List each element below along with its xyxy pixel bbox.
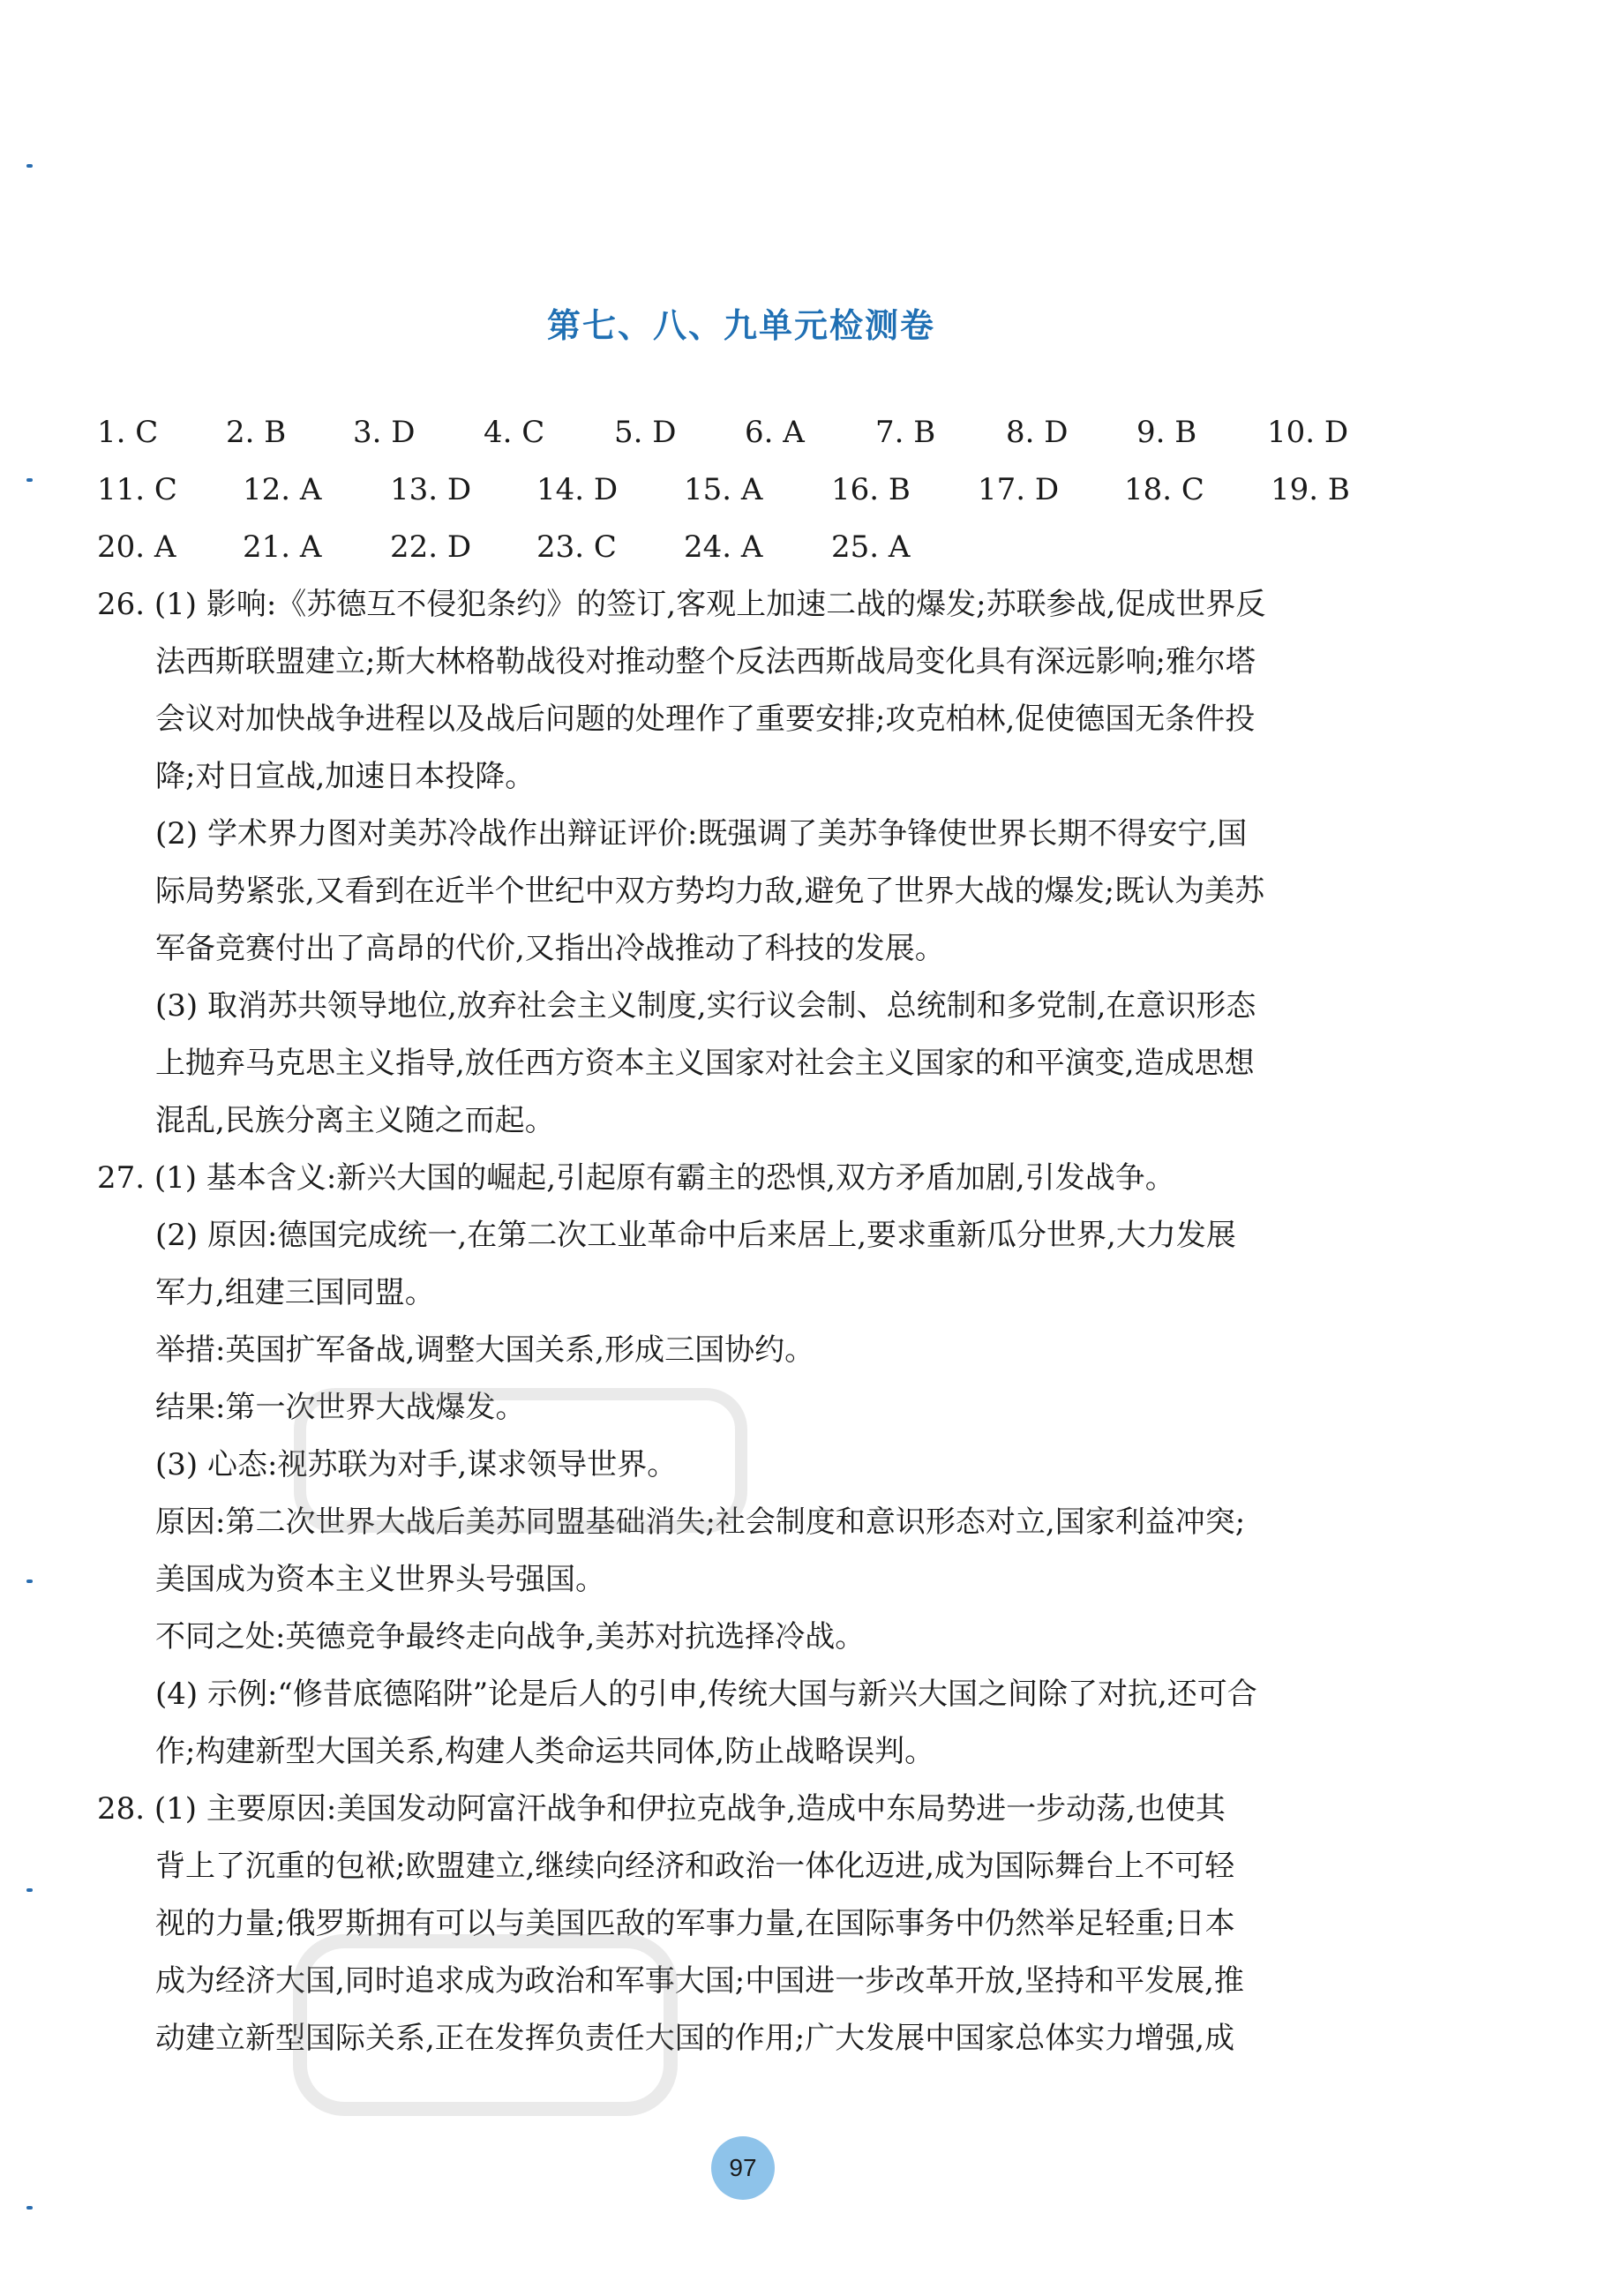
answer-item: 23. C: [536, 529, 617, 565]
answer-item: 18. C: [1124, 472, 1204, 507]
text-line: 成为经济大国,同时追求成为政治和军事大国;中国进一步改革开放,坚持和平发展,推: [155, 1963, 1244, 1999]
margin-dot: [26, 478, 33, 482]
answer-item: 5. D: [614, 415, 677, 450]
answer-item: 21. A: [243, 529, 322, 565]
text-line: 法西斯联盟建立;斯大林格勒战役对推动整个反法西斯战局变化具有深远影响;雅尔塔: [155, 644, 1256, 679]
text-line: 军力,组建三国同盟。: [155, 1275, 435, 1310]
margin-dot: [26, 1579, 33, 1583]
text-line: 降;对日宣战,加速日本投降。: [155, 759, 536, 794]
answer-item: 13. D: [390, 472, 472, 507]
text-line: 不同之处:英德竞争最终走向战争,美苏对抗选择冷战。: [155, 1619, 866, 1654]
answer-item: 10. D: [1267, 415, 1349, 450]
answer-item: 19. B: [1271, 472, 1350, 507]
text-line: 美国成为资本主义世界头号强国。: [155, 1562, 605, 1597]
text-line: 背上了沉重的包袱;欧盟建立,继续向经济和政治一体化迈进,成为国际舞台上不可轻: [155, 1849, 1235, 1884]
text-line: 26. (1) 影响:《苏德互不侵犯条约》的签订,客观上加速二战的爆发;苏联参战,促成世界反: [97, 587, 1266, 622]
answer-item: 6. A: [745, 415, 805, 450]
answer-item: 3. D: [353, 415, 416, 450]
answer-item: 1. C: [97, 415, 159, 450]
margin-dot: [26, 164, 33, 168]
page-number: 97: [711, 2136, 775, 2200]
answer-item: 17. D: [978, 472, 1060, 507]
text-line: 视的力量;俄罗斯拥有可以与美国匹敌的军事力量,在国际事务中仍然举足轻重;日本: [155, 1906, 1235, 1941]
answer-item: 7. B: [875, 415, 936, 450]
text-line: 际局势紧张,又看到在近半个世纪中双方势均力敌,避免了世界大战的爆发;既认为美苏: [155, 874, 1265, 909]
watermark-stamp: [291, 1377, 750, 1553]
text-line: 军备竞赛付出了高昂的代价,又指出冷战推动了科技的发展。: [155, 931, 945, 966]
text-line: (4) 示例:“修昔底德陷阱”论是后人的引申,传统大国与新兴大国之间除了对抗,还可合: [155, 1677, 1257, 1712]
text-line: 结果:第一次世界大战爆发。: [155, 1390, 526, 1425]
answer-item: 15. A: [684, 472, 763, 507]
text-line: 27. (1) 基本含义:新兴大国的崛起,引起原有霸主的恐惧,双方矛盾加剧,引发战争。: [97, 1160, 1175, 1196]
margin-dot: [26, 2206, 33, 2210]
answer-item: 24. A: [684, 529, 763, 565]
margin-dot: [26, 1888, 33, 1892]
text-line: 举措:英国扩军备战,调整大国关系,形成三国协约。: [155, 1332, 815, 1368]
answer-item: 2. B: [226, 415, 287, 450]
text-line: 作;构建新型大国关系,构建人类命运共同体,防止战略误判。: [155, 1734, 935, 1769]
answer-item: 12. A: [243, 472, 322, 507]
answer-item: 22. D: [390, 529, 472, 565]
answer-item: 4. C: [484, 415, 545, 450]
watermark-stamp: [291, 1924, 679, 2135]
text-line: 混乱,民族分离主义随之而起。: [155, 1103, 555, 1138]
text-line: (3) 取消苏共领导地位,放弃社会主义制度,实行议会制、总统制和多党制,在意识形态: [155, 988, 1256, 1024]
text-line: (2) 学术界力图对美苏冷战作出辩证评价:既强调了美苏争锋使世界长期不得安宁,国: [155, 816, 1248, 852]
answer-item: 20. A: [97, 529, 176, 565]
text-line: 动建立新型国际关系,正在发挥负责任大国的作用;广大发展中国家总体实力增强,成: [155, 2021, 1235, 2056]
answer-item: 11. C: [97, 472, 177, 507]
answer-item: 9. B: [1136, 415, 1197, 450]
text-line: 会议对加快战争进程以及战后问题的处理作了重要安排;攻克柏林,促使德国无条件投: [155, 702, 1256, 737]
page-title: 第七、八、九单元检测卷: [546, 306, 935, 345]
answer-item: 14. D: [536, 472, 619, 507]
text-line: (3) 心态:视苏联为对手,谋求领导世界。: [155, 1447, 678, 1482]
answer-item: 25. A: [831, 529, 911, 565]
text-line: 28. (1) 主要原因:美国发动阿富汗战争和伊拉克战争,造成中东局势进一步动荡,也使其: [97, 1791, 1226, 1827]
text-line: 上抛弃马克思主义指导,放任西方资本主义国家对社会主义国家的和平演变,造成思想: [155, 1046, 1255, 1081]
text-line: (2) 原因:德国完成统一,在第二次工业革命中后来居上,要求重新瓜分世界,大力发展: [155, 1218, 1236, 1253]
text-line: 原因:第二次世界大战后美苏同盟基础消失;社会制度和意识形态对立,国家利益冲突;: [155, 1504, 1246, 1540]
answer-item: 8. D: [1006, 415, 1069, 450]
answer-item: 16. B: [831, 472, 911, 507]
